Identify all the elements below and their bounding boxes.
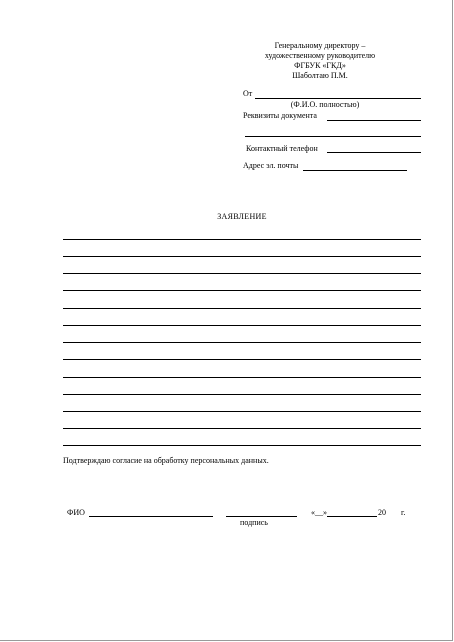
signature-line[interactable] bbox=[226, 516, 297, 517]
document-title: ЗАЯВЛЕНИЕ bbox=[217, 212, 267, 221]
statement-line[interactable] bbox=[63, 290, 421, 291]
phone-line[interactable] bbox=[327, 152, 421, 153]
statement-line[interactable] bbox=[63, 342, 421, 343]
addressee-line-1: Генеральному директору – bbox=[274, 41, 366, 50]
phone-label: Контактный телефон bbox=[246, 144, 318, 153]
document-label: Реквизиты документа bbox=[243, 111, 317, 120]
statement-line[interactable] bbox=[63, 445, 421, 446]
addressee-line-3: ФГБУК «ГКД» bbox=[294, 61, 346, 70]
fio-label: ФИО bbox=[67, 508, 85, 517]
statement-line[interactable] bbox=[63, 325, 421, 326]
date-day: «__» bbox=[311, 508, 327, 517]
statement-line[interactable] bbox=[63, 239, 421, 240]
statement-line[interactable] bbox=[63, 394, 421, 395]
statement-line[interactable] bbox=[63, 308, 421, 309]
date-month-line[interactable] bbox=[327, 516, 377, 517]
document-line-1[interactable] bbox=[327, 120, 421, 121]
statement-line[interactable] bbox=[63, 377, 421, 378]
from-name-line[interactable] bbox=[255, 98, 421, 99]
fio-line[interactable] bbox=[89, 516, 213, 517]
addressee-line-4: Шаболтаю П.М. bbox=[292, 71, 348, 80]
consent-text: Подтверждаю согласие на обработку персональных данных. bbox=[63, 456, 269, 465]
statement-line[interactable] bbox=[63, 428, 421, 429]
statement-line[interactable] bbox=[63, 256, 421, 257]
email-label: Адрес эл. почты bbox=[243, 161, 299, 170]
date-year-prefix: 20 bbox=[378, 508, 386, 517]
from-label: От bbox=[243, 89, 253, 98]
date-year-suffix: г. bbox=[401, 508, 406, 517]
statement-line[interactable] bbox=[63, 359, 421, 360]
signature-hint: подпись bbox=[240, 518, 268, 527]
document-line-2[interactable] bbox=[245, 136, 421, 137]
from-hint: (Ф.И.О. полностью) bbox=[290, 100, 360, 109]
statement-line[interactable] bbox=[63, 273, 421, 274]
email-line[interactable] bbox=[303, 170, 407, 171]
addressee-line-2: художественному руководителю bbox=[264, 51, 376, 60]
statement-line[interactable] bbox=[63, 411, 421, 412]
